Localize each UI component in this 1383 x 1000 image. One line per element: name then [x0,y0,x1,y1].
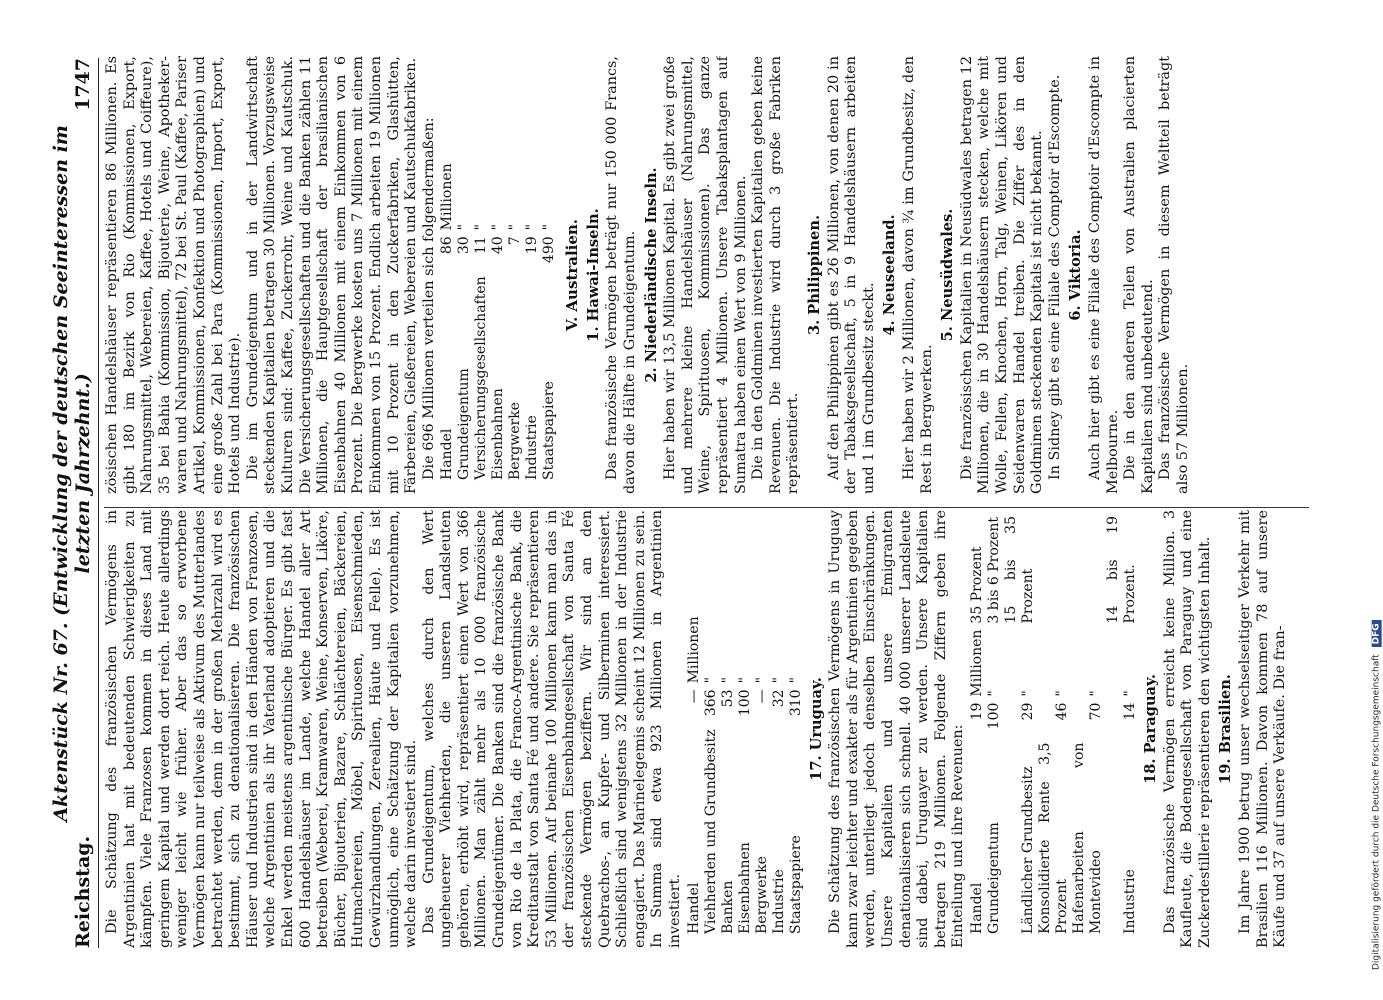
paragraph: Hier haben wir 13,5 Millionen Kapital. Es gibt zwei große und mehrere kleine Handelshäuser (Nahrungsmittel, Weine, Spirituosen, Kommissionen). Das ganze repräsentiert 4 Millionen. Unsere Tabaksplantagen auf Sumatra haben einen Wert von 9 Millionen. [662,56,749,494]
table-row [1071,510,1105,934]
table-unit: " [507,223,524,231]
table-row [771,610,788,934]
table-revenue: 15 bis 35 Prozent [1002,516,1036,624]
table-label: Eisenbahnen [736,842,753,934]
section-heading: 2. Niederländische Inseln. [642,167,660,383]
table-value: 11 [473,236,490,255]
table-label: Konsolidierte Rente 3,5 Prozent [1036,742,1070,934]
table-row [1105,510,1139,934]
page-header [50,58,99,948]
table-unit: Millionen [685,616,702,684]
paragraph: Die 696 Millionen verteilen sich folgendermaßen: [420,117,437,480]
table-unit: " [473,223,490,231]
table-unit: " [456,223,473,231]
table-unit: " [985,690,1002,697]
table-label: Grundeigentum [985,822,1002,934]
table-label: Staatspapiere [787,835,804,934]
table-value: 32 [770,689,787,708]
table-value: 53 [719,689,736,708]
table-label: Handel [439,428,456,480]
chapter-heading: V. Australien. [563,218,582,332]
section-heading: 18. Paraguay. [1141,674,1159,784]
paragraph: Das französische Vermögen in diesem Weltteil beträgt also 57 Millionen. [1157,56,1191,494]
table-unit: " [1053,690,1070,697]
table-row [541,157,558,480]
table-unit: Millionen [968,629,985,697]
brazil-table [439,157,558,480]
table-value: 40 [490,236,507,255]
table-row [507,157,524,480]
paragraph: Auf den Philippinen gibt es 26 Millionen, von denen 20 in der Tabaksgesellschaft, 5 in 9 Handelshäusern arbeiten und 1 im Grundbesitz steckt. [825,56,877,494]
dfg-logo: DFG [1372,620,1382,647]
dfg-text: Digitalisierung gefördert durch die Deutsche Forschungsgemeinschaft [1372,654,1382,970]
table-unit: " [490,223,507,231]
table-value: 70 [1087,702,1104,721]
argentina-table [686,610,805,934]
section-heading: 6. Viktoria. [1067,229,1085,321]
paragraph: Im Jahre 1900 betrug unser wechselseitiger Verkehr mit Brasilien 116 Millionen. Davon kommen 78 auf unsere Käufe und 37 auf unsere Verkäufe. Die fran- [1236,510,1289,948]
table-unit: " [1019,690,1036,697]
table-unit: " [541,223,558,231]
uruguay-table [969,510,1139,934]
paragraph: Die Schätzung des französischen Vermögens in Uruguay kann zwar leichter und exakter als für Argentinien gegeben werden, unterliegt jedoch denselben Einschränkungen. Unsere Kapitalien und unsere Emigranten denationalisieren sich schnell. 40 000 unserer Landsleute sind dabei, Uruguayer zu werden. Unsere Kapitalien betragen 219 Millionen. Folgende Ziffern geben ihre Einteilung und ihre Revenuen: [827,510,967,948]
table-row [439,157,456,480]
paragraph: Die in den anderen Teilen von Australien placierten Kapitalien sind unbedeutend. [1122,56,1156,494]
section-heading: 3. Philippinen. [806,214,823,336]
paragraph: Hier haben wir 2 Millionen, davon ¾ im Grundbesitz, den Rest in Bergwerken. [900,56,935,494]
table-revenue [1037,510,1071,624]
table-unit: " [1087,690,1104,697]
table-label: Banken [719,880,736,934]
table-unit: " [770,676,787,684]
table-label: Eisenbahnen [490,388,507,480]
table-value: 19 [524,236,541,255]
table-label: Industrie [1121,869,1138,934]
table-row [1003,510,1037,934]
section-heading: 17. Uruguay. [807,677,825,781]
table-unit: Millionen [439,163,456,231]
table-value: 100 [736,689,753,717]
table-revenue: 3 bis 6 Prozent [985,516,1002,624]
table-label: Versicherungsgesellschaften [473,276,490,480]
table-value: — [753,689,770,704]
header-title: Aktenstück Nr. 67. (Entwicklung der deutschen Seeinteressen im letzten Jahrzehnt.) [50,125,94,822]
paragraph: In Sidney gibt es eine Filiale des Comptoir d'Escompte. [1046,74,1063,480]
page-number: 1747 [72,58,94,111]
table-value: 19 [968,702,985,721]
column-divider [104,507,1309,508]
table-unit: " [524,223,541,231]
table-unit: " [753,676,770,684]
table-row [524,157,541,480]
table-label: Industrie [524,415,541,480]
table-label: Bergwerke [507,402,524,480]
table-label: Ländlicher Grundbesitz [1019,766,1036,934]
table-row [788,610,805,934]
paragraph: Das französische Vermögen erreicht keine Million. 3 Kaufleute, die Bodengesellschaft von Paraguay und eine Zuckerdestillerie repräsentieren den wichtigsten Inhalt. [1161,510,1213,948]
paragraph: zösischen Handelshäuser repräsentieren 86 Millionen. Es gibt 180 im Bezirk von Rio (Kommissionen, Export, Nahrungsmittel, Webereien, Kaffee, Hotels und Coiffeure), 35 bei Bahia (Kommission, Bijouterie, Weine, Apotheker-waren und Nahrungsmittel), 72 bei St. Paul (Kaffee, Pariser Artikel, Kommissionen, Konfektion und Photographien) und eine große Zahl bei Para (Kommissionen, Import, Export, Hotels und Industrie). [104,56,244,494]
table-row [686,610,703,934]
paragraph: Die in den Goldminen investierten Kapitalien geben keine Revenuen. Die Industrie wird durch 3 große Fabriken repräsentiert. [750,56,802,494]
table-row [969,510,986,934]
header-left: Reichstag. [72,835,94,948]
paragraph: Die im Grundeigentum und in der Landwirtschaft steckenden Kapitalien betragen 30 Millionen. Vorzugsweise Kulturen sind: Kaffee, Zuckerrohr, Weine und Kautschuk. Die Versicherungsgesellschaften und die Banken zählen 11 Millionen, die Hauptgesellschaft der brasilianischen Eisenbahnen 40 Millionen mit einem Einkommen von 6 Prozent. Die Bergwerke kosten uns 7 Millionen mit einem Einkommen von 15 Prozent. Endlich arbeiten 19 Millionen mit 10 Prozent in den Zuckerfabriken, Glashütten, Färbereien, Gießereien, Webereien und Kautschukfabriken. [244,56,420,494]
right-column [104,56,1314,494]
table-value: 366 [702,689,719,717]
table-label: Viehherden und Grundbesitz [702,729,719,934]
table-value: 100 [985,702,1002,730]
table-row [754,610,771,934]
table-row [1037,510,1071,934]
table-revenue: 14 bis 19 Prozent. [1104,516,1138,624]
table-row [703,610,720,934]
table-label: Industrie [770,869,787,934]
dfg-side-note [1364,10,1382,970]
paragraph: Die französischen Kapitalien in Neusüdwales betragen 12 Millionen, die in 30 Handelshäusern stecken, welche mit Wolle, Fellen, Knochen, Horn, Talg, Weinen, Likören und Seidenwaren Handel treiben. Die Ziffer des in den Goldminen steckenden Kapitals ist nicht bekannt. [958,56,1046,494]
paragraph: Das französische Vermögen beträgt nur 150 000 Francs, davon die Hälfte in Grundeigentum. [604,56,639,494]
table-row [456,157,473,480]
table-unit: " [1121,690,1138,697]
paragraph: Die Schätzung des französischen Vermögens in Argentinien hat mit bedeutenden Schwierigkeiten zu kämpfen. Viele Franzosen kommen in dieses Land mit geringem Kapital und werden dort reich. Heute allerdings weniger leicht wie früher. Aber das so erworbene Vermögen kann nur teilweise als Aktivum des Mutterlandes betrachtet werden, denn in der großen Mehrzahl wird es bestimmt, sich zu denationalisieren. Die französischen Häuser und Industrien sind in den Händen von Franzosen, welche Argentinien als ihr Vaterland adoptieren und die Enkel werden meistens argentinische Bürger. Es gibt fast 600 Handelshäuser im Lande, welche Handel aller Art betreiben (Weberei, Kramwaren, Weine, Konserven, Liköre, Bücher, Bijouterien, Bazare, Schlächtereien, Bäckereien, Hutmachereien, Möbel, Spirituosen, Eisenschmieden, Gewürzhandlungen, Zerealien, Häute und Felle). Es ist unmöglich, eine Schätzung der Kapitalien vorzunehmen, welche darin investiert sind. [104,510,420,948]
table-revenue: 35 Prozent [968,546,985,624]
table-row [473,157,490,480]
table-label: Handel [685,882,702,934]
table-row [737,610,754,934]
table-value: 7 [507,236,524,246]
table-label: Staatspapiere [541,381,558,480]
table-row [720,610,737,934]
table-value: 14 [1121,702,1138,721]
section-heading: 4. Neuseeland. [881,214,899,336]
section-heading: 1. Hawai-Inseln. [584,208,602,342]
table-revenue [1071,510,1105,624]
table-label: Bergwerke [753,856,770,934]
table-row [490,157,507,480]
table-unit: " [787,676,804,684]
table-unit: " [736,676,753,684]
table-value: — [685,689,702,704]
table-row [986,510,1003,934]
table-unit: " [719,676,736,684]
left-column [104,510,1314,948]
table-label: Hafenarbeiten von Montevideo [1070,742,1104,934]
table-value: 310 [787,689,804,717]
table-value: 490 [541,236,558,264]
paragraph: Das Grundeigentum, welches durch den Wert ungeheuerer Viehherden, die unseren Landsleuten gehören, erhöht wird, repräsentiert einen Wert von 366 Millionen. Man zählt mehr als 10 000 französische Grundeigentümer. Die Banken sind die französische Bank von Rio de la Plata, die Franco-Argentinische Bank, die Kreditanstalt von Santa Fé und andere. Sie repräsentieren 53 Millionen. Auf beinahe 100 Millionen kann man das in der französischen Eisenbahngesellschaft von Santa Fé steckende Vermögen beziffern. Wir sind an den Quebrachos-, an Kupfer- und Silberminen interessiert. Schließlich sind wenigstens 32 Millionen in der Industrie engagiert. Das Marinelegemis scheint 12 Millionen zu sein. In Summa sind etwa 923 Millionen in Argentinien investiert. [420,510,683,948]
paragraph: Auch hier gibt es eine Filiale des Comptoir d'Escompte in Melbourne. [1086,56,1121,494]
table-value: 46 [1053,702,1070,721]
section-heading: 5. Neusüdwales. [939,208,957,342]
table-unit: " [702,676,719,684]
table-value: 30 [456,236,473,255]
table-label: Grundeigentum [456,368,473,480]
section-heading: 19. Brasilien. [1217,674,1235,784]
table-label: Handel [968,882,985,934]
table-value: 86 [439,236,456,255]
table-value: 29 [1019,702,1036,721]
